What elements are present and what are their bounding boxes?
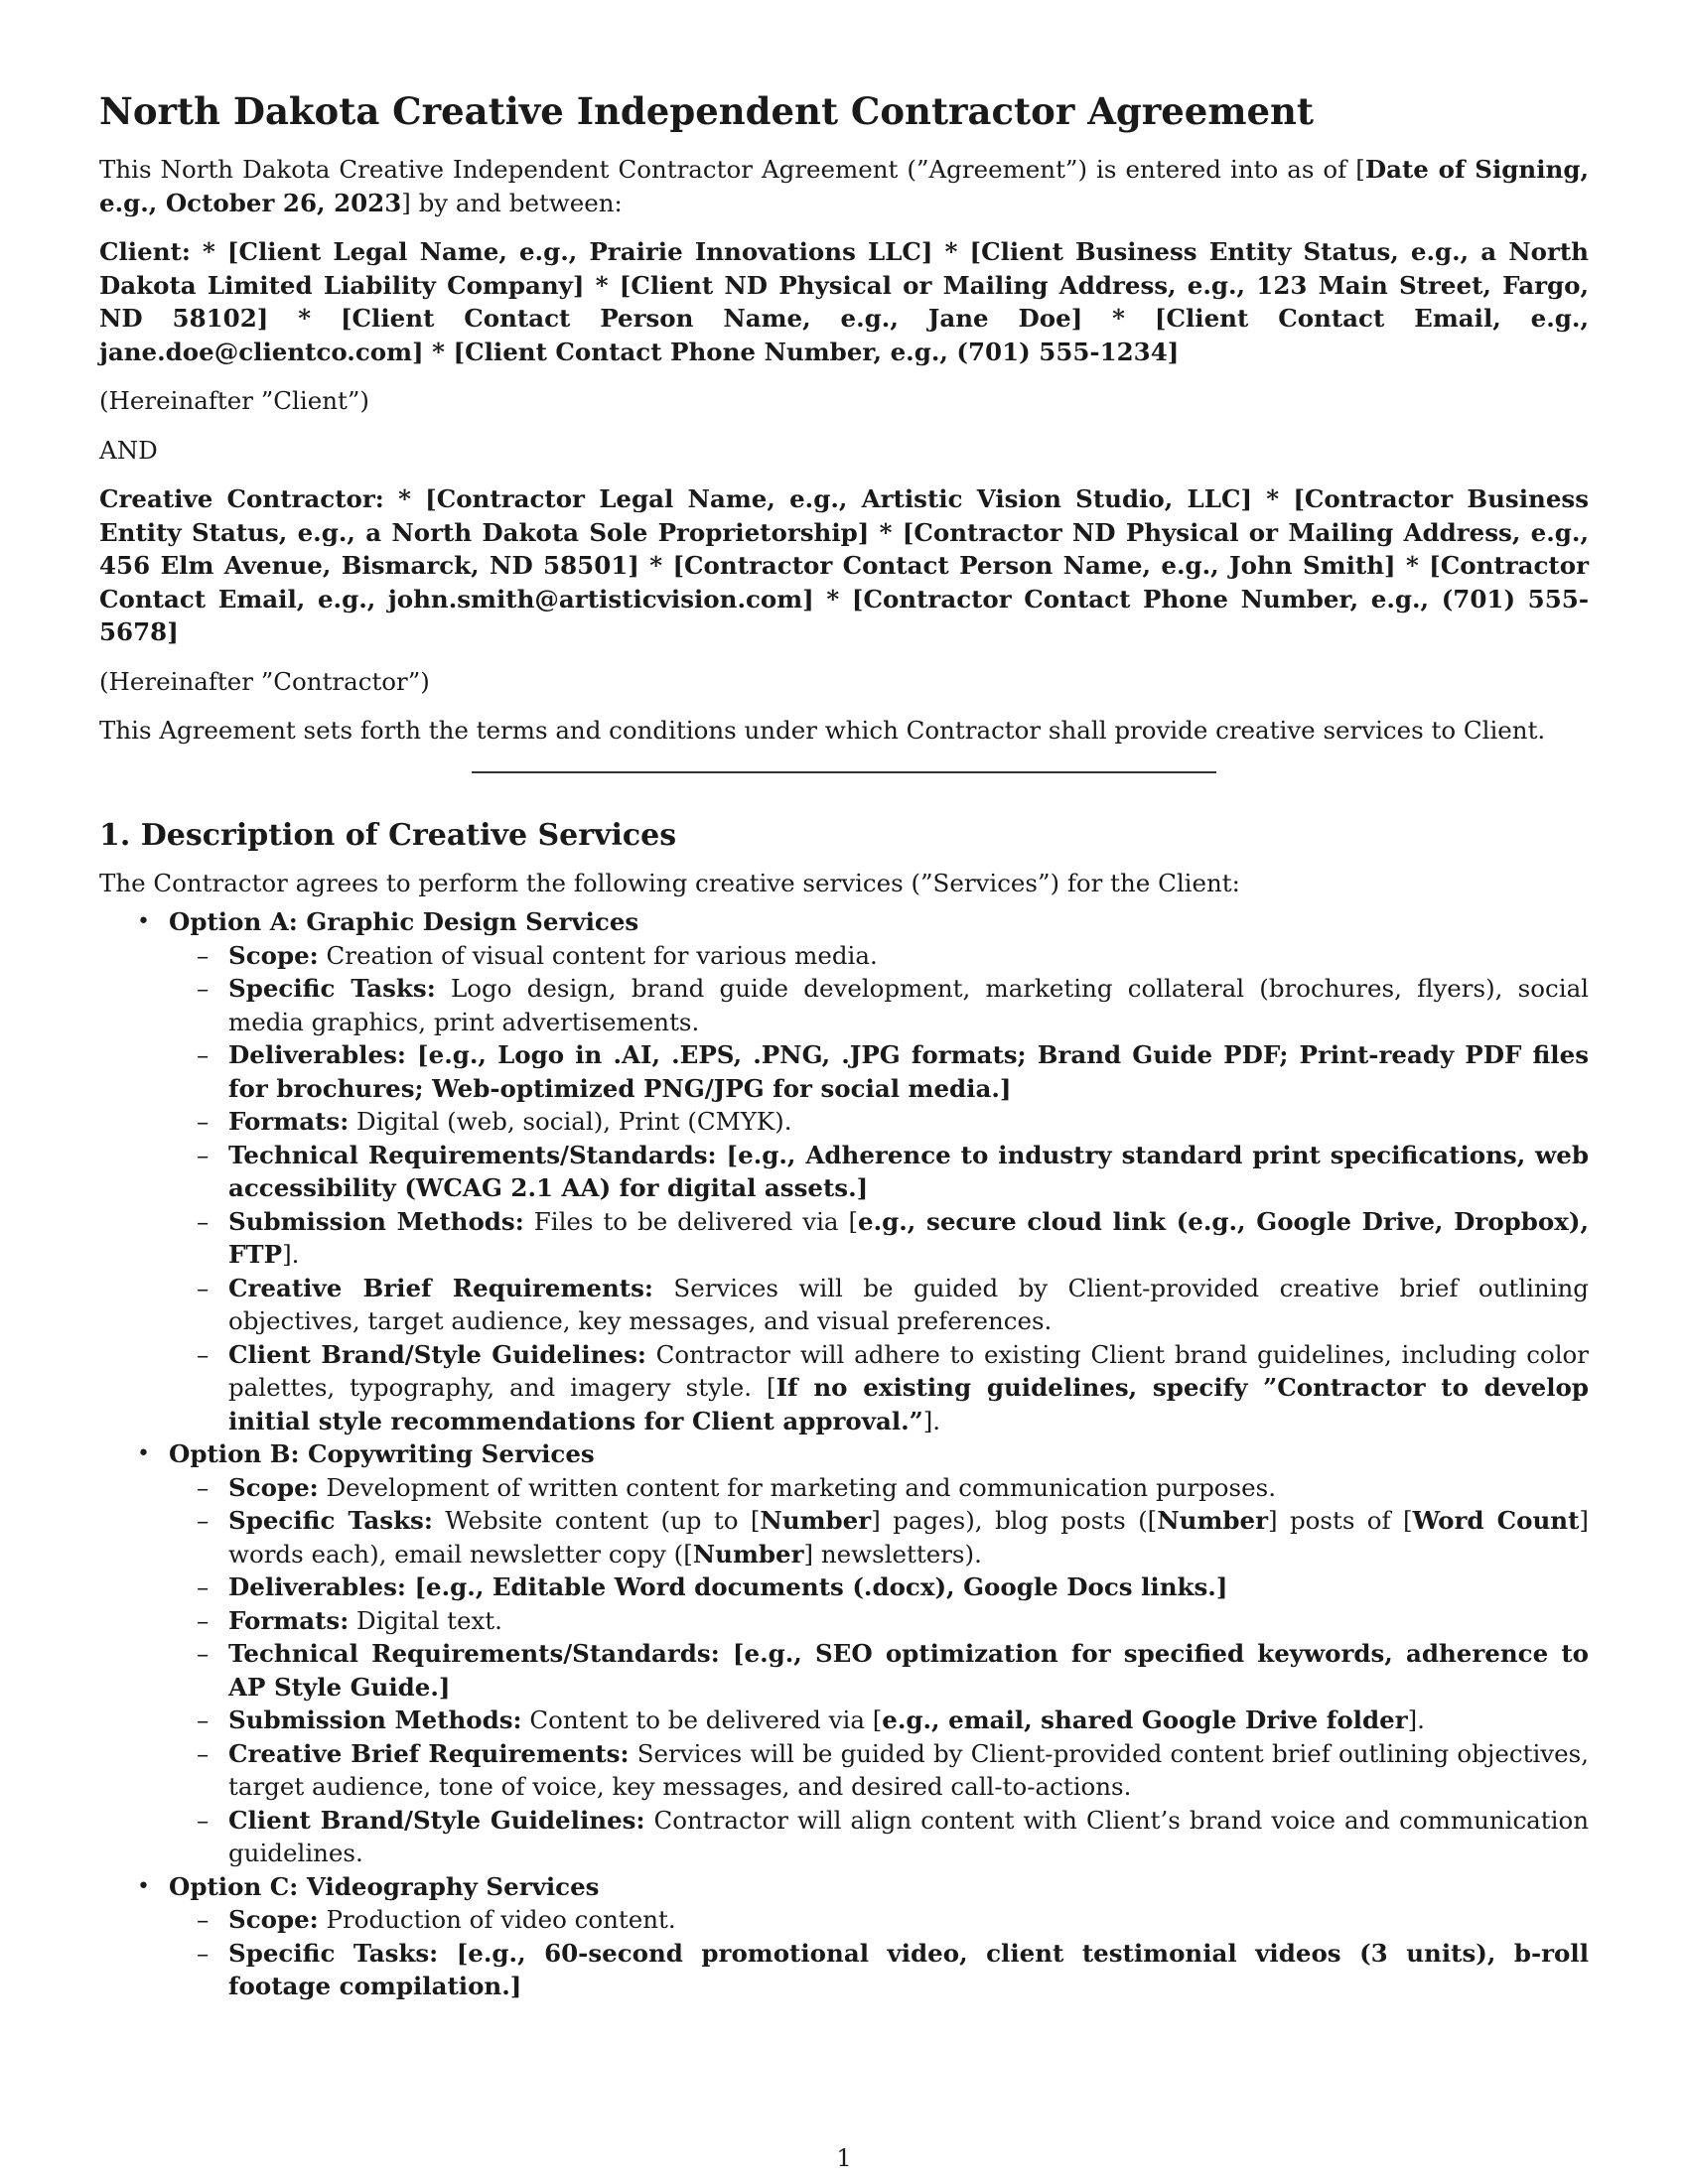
list-item: – Deliverables: [e.g., Editable Word documents (.docx), Google Docs links.] <box>169 1570 1589 1604</box>
client-block <box>99 235 1589 368</box>
list-item: – Specific Tasks: Logo design, brand guide development, marketing collateral (brochures, flyers), social media graphics, print advertisements. <box>197 974 1590 1036</box>
list-item: – Submission Methods: Content to be delivered via [e.g., email, shared Google Drive folder]. <box>169 1704 1589 1737</box>
dash-icon: – <box>197 1738 210 1768</box>
list-item: – Scope: Production of video content. <box>169 1903 1589 1937</box>
contractor-block <box>99 482 1589 649</box>
dash-icon: – <box>197 1605 210 1635</box>
services-list <box>99 905 1589 2003</box>
list-item: – Client Brand/Style Guidelines: Contractor will align content with Client’s brand voice and communication guidelines. <box>197 1805 1589 1867</box>
option-b-details <box>169 1471 1589 1870</box>
client-label: Client: <box>99 237 191 266</box>
dash-icon: – <box>197 1805 210 1835</box>
list-item: – Scope: Development of written content for marketing and communication purposes. <box>169 1471 1589 1505</box>
contractor-label: Creative Contractor: <box>99 484 384 513</box>
option-a-title: Option A: Graphic Design Services <box>169 907 639 936</box>
client-hereinafter: (Hereinafter ”Client”) <box>99 386 369 415</box>
option-b-title: Option B: Copywriting Services <box>169 1439 595 1468</box>
dash-icon: – <box>197 1339 210 1369</box>
bullet-icon: • <box>137 1873 150 1899</box>
list-item: – Technical Requirements/Standards: [e.g., SEO optimization for specified keywords, adherence to AP Style Guide.] <box>197 1639 1589 1702</box>
dash-icon: – <box>197 1506 210 1535</box>
option-a-details <box>169 939 1589 1438</box>
date-placeholder: Date of Signing, e.g., October 26, 2023 <box>99 155 1589 217</box>
document-title: North Dakota Creative Independent Contractor Agreement <box>99 89 1315 133</box>
bullet-icon: • <box>137 1441 150 1466</box>
document-body <box>99 89 1589 2003</box>
list-item: – Formats: Digital (web, social), Print (CMYK). <box>169 1105 1589 1139</box>
dash-icon: – <box>197 1140 210 1169</box>
option-c-details <box>169 1903 1589 2003</box>
list-item: – Formats: Digital text. <box>169 1604 1589 1638</box>
purpose-paragraph: This Agreement sets forth the terms and conditions under which Contractor shall provide creative services to Client. <box>99 716 1546 745</box>
intro-paragraph: This North Dakota Creative Independent Contractor Agreement (”Agreement”) is entered into as of [Date of Signing, e.g., October 26, 2023] by and between: <box>99 155 1589 217</box>
page-number: 1 <box>836 2144 852 2172</box>
list-item: – Technical Requirements/Standards: [e.g., Adherence to industry standard print specifications, web accessibility (WCAG 2.1 AA) for digital assets.] <box>197 1140 1589 1202</box>
option-b-item <box>99 1437 1589 1870</box>
dash-icon: – <box>197 1107 210 1136</box>
list-item: – Submission Methods: Files to be delivered via [e.g., secure cloud link (e.g., Google Drive, Dropbox), FTP]. <box>197 1206 1589 1269</box>
contractor-details: * [Contractor Legal Name, e.g., Artistic Vision Studio, LLC] * [Contractor Business Entity Status, e.g., a North Dakota Sole Proprietorship] * [Contractor ND Physical or Mailing Address, e.g., 456 Elm Avenue, Bismarck, ND 58501] * [Contractor Contact Person Name, e.g., John Smith] * [Contractor Contact Email, e.g., john.smith@artisticvision.com] * [Contractor Contact Phone Number, e.g., (701) 555-5678] <box>99 484 1589 646</box>
horizontal-divider <box>472 771 1216 773</box>
and-text: AND <box>99 435 158 465</box>
section-1-intro: The Contractor agrees to perform the following creative services (”Services”) for the Client: <box>99 868 1240 897</box>
list-item: – Scope: Creation of visual content for various media. <box>169 939 1589 973</box>
list-item: – Creative Brief Requirements: Services will be guided by Client-provided creative brief outlining objectives, target audience, key messages, and visual preferences. <box>197 1273 1589 1335</box>
dash-icon: – <box>197 1706 210 1734</box>
list-item: – Specific Tasks: [e.g., 60-second promotional video, client testimonial videos (3 units), b-roll footage compilation.] <box>197 1938 1589 2000</box>
dash-icon: – <box>197 940 210 970</box>
list-item: – Client Brand/Style Guidelines: Contractor will adhere to existing Client brand guidelines, including color palettes, typography, and imagery style. [If no existing guidelines, specify ”Contractor to develop initial style recommendations for Client approval.”]. <box>197 1339 1589 1435</box>
bullet-icon: • <box>137 909 150 934</box>
dash-icon: – <box>197 1040 210 1069</box>
list-item: – Specific Tasks: Website content (up to [Number] pages), blog posts ([Number] posts of [Word Count] words each), email newsletter copy ([Number] newsletters). <box>197 1506 1589 1569</box>
dash-icon: – <box>197 1905 210 1934</box>
list-item: – Deliverables: [e.g., Logo in .AI, .EPS, .PNG, .JPG formats; Brand Guide PDF; Print-ready PDF files for brochures; Web-optimized PNG/JPG for social media.] <box>197 1040 1589 1103</box>
list-item: – Creative Brief Requirements: Services will be guided by Client-provided content brief outlining objectives, target audience, tone of voice, key messages, and desired call-to-actions. <box>197 1738 1589 1801</box>
contractor-hereinafter: (Hereinafter ”Contractor”) <box>99 666 430 696</box>
option-c-item <box>99 1870 1589 2003</box>
dash-icon: – <box>197 1639 210 1668</box>
option-a-item <box>99 905 1589 1437</box>
dash-icon: – <box>197 1938 210 1968</box>
option-c-title: Option C: Videography Services <box>169 1871 600 1901</box>
dash-icon: – <box>197 1206 210 1236</box>
section-1-heading: 1. Description of Creative Services <box>99 817 677 853</box>
dash-icon: – <box>197 1572 210 1601</box>
dash-icon: – <box>197 1273 210 1302</box>
client-details: * [Client Legal Name, e.g., Prairie Innovations LLC] * [Client Business Entity Status, e.g., a North Dakota Limited Liability Company] * [Client ND Physical or Mailing Address, e.g., 123 Main Street, Fargo, ND 58102] * [Client Contact Person Name, e.g., Jane Doe] * [Client Contact Email, e.g., jane.doe@clientco.com] * [Client Contact Phone Number, e.g., (701) 555-1234] <box>99 237 1589 366</box>
dash-icon: – <box>197 974 210 1003</box>
dash-icon: – <box>197 1472 210 1502</box>
